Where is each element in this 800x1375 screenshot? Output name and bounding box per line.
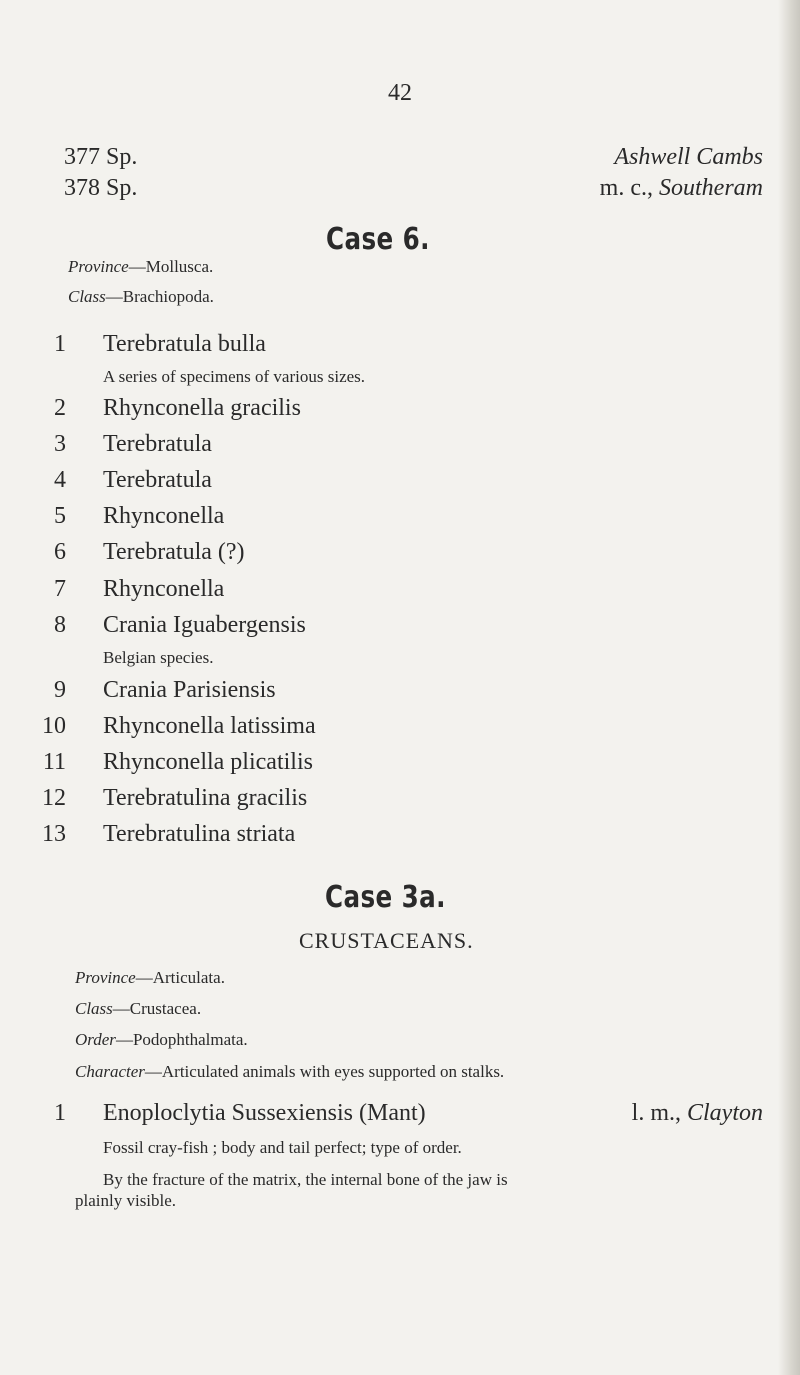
order-value: —Podophthalmata.: [115, 1030, 248, 1049]
case-6-title: Case 6.: [326, 222, 430, 257]
character-value: —Articulated animals with eyes supported on stalks.: [144, 1062, 505, 1081]
page-edge-shadow: [778, 0, 800, 1375]
class-value: —Brachiopoda.: [105, 287, 214, 306]
item-number: 9: [54, 677, 66, 703]
province-label: Province: [75, 968, 136, 987]
item-name: Rhynconella plicatilis: [103, 749, 313, 775]
case-3a-class: [75, 999, 201, 1019]
item-number: 13: [42, 821, 66, 847]
item-name: Terebratula: [103, 431, 212, 457]
item-number: 1: [54, 331, 66, 357]
item-note: A series of specimens of various sizes.: [103, 367, 366, 386]
item-note: Belgian species.: [103, 648, 214, 667]
item-number: 2: [54, 395, 66, 421]
class-value: —Crustacea.: [112, 999, 202, 1018]
province-label: Province: [68, 257, 129, 276]
item-number: 11: [42, 749, 66, 775]
item-name: Rhynconella: [103, 576, 225, 602]
class-label: Class: [68, 287, 106, 306]
item-description-line: By the fracture of the matrix, the internal bone of the jaw is: [103, 1170, 508, 1189]
item-number: 1: [54, 1100, 66, 1126]
item-name: Terebratula: [103, 467, 212, 493]
location-prefix: m. c.,: [599, 175, 653, 201]
character-label: Character: [75, 1062, 145, 1081]
item-description-line: plainly visible.: [75, 1191, 177, 1210]
province-value: —Mollusca.: [128, 257, 214, 276]
item-name: Rhynconella latissima: [103, 713, 316, 739]
item-name: Rhynconella: [103, 503, 225, 529]
case-3a-character: [75, 1062, 504, 1082]
location-prefix: l. m.,: [631, 1100, 681, 1126]
item-name: Terebratula (?): [103, 539, 245, 565]
item-name: Crania Iguabergensis: [103, 612, 306, 638]
entry-378: [64, 175, 137, 202]
item-number: 5: [54, 503, 66, 529]
case-6-class: [68, 287, 214, 307]
entry-number: 378: [64, 175, 100, 201]
item-name: Crania Parisiensis: [103, 677, 276, 703]
case-3a-subtitle: CRUSTACEANS.: [299, 928, 474, 953]
entry-377-location: Ashwell Cambs: [614, 144, 763, 170]
item-number: 3: [54, 431, 66, 457]
item-number: 10: [42, 713, 66, 739]
case-3a-order: [75, 1030, 248, 1050]
location-name: Clayton: [687, 1100, 763, 1126]
case-6-province: [68, 257, 213, 277]
item-number: 6: [54, 539, 66, 565]
item-name: Rhynconella gracilis: [103, 395, 301, 421]
item-name: Terebratulina striata: [103, 821, 296, 847]
entry-377: [64, 144, 137, 171]
province-value: —Articulata.: [135, 968, 225, 987]
page-number: 42: [388, 80, 412, 106]
case-3a-title: Case 3a.: [325, 880, 446, 915]
item-name: Terebratula bulla: [103, 331, 266, 357]
class-label: Class: [75, 999, 113, 1018]
item-number: 7: [54, 576, 66, 602]
item-name: Terebratulina gracilis: [103, 785, 308, 811]
entry-378-location: [600, 175, 763, 202]
entry-label: Sp.: [106, 144, 138, 170]
entry-label: Sp.: [106, 175, 138, 201]
order-label: Order: [75, 1030, 116, 1049]
item-number: 8: [54, 612, 66, 638]
location-name: Southeram: [659, 175, 763, 201]
item-description: Fossil cray-fish ; body and tail perfect; type of order.: [103, 1138, 462, 1157]
entry-number: 377: [64, 144, 100, 170]
item-location: [632, 1100, 763, 1127]
item-number: 12: [42, 785, 66, 811]
item-number: 4: [54, 467, 66, 493]
item-name: Enoploclytia Sussexiensis (Mant): [103, 1100, 426, 1126]
case-3a-province: [75, 968, 225, 988]
